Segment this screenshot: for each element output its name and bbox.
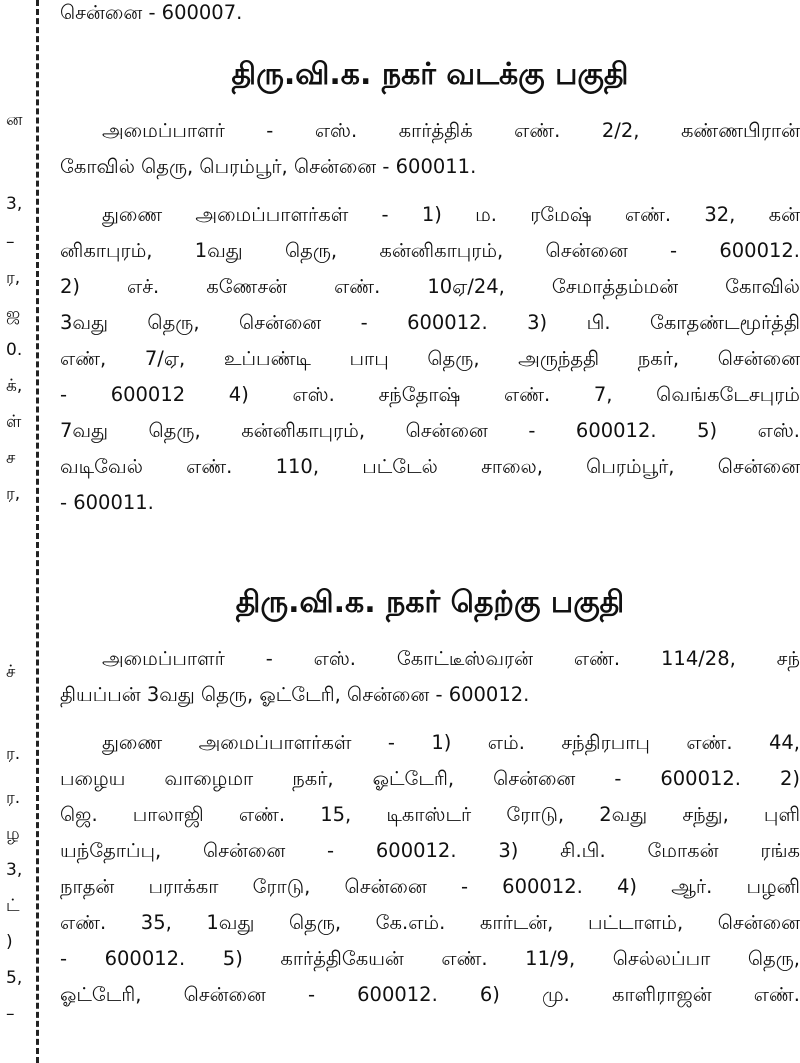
fragment-text: ள்	[6, 412, 22, 432]
fragment-text: ர,	[6, 268, 21, 288]
fragment-text: –	[6, 1004, 15, 1024]
paragraph-line: நாதன் பராக்கா ரோடு, சென்னை - 600012. 4) ஆர். பழனி	[60, 875, 800, 898]
fragment-text: ட்	[6, 896, 20, 916]
paragraph-line: தியப்பன் 3வது தெரு, ஓட்டேரி, சென்னை - 600012.	[60, 683, 530, 706]
paragraph-line: ஜெ. பாலாஜி எண். 15, டிகாஸ்டர் ரோடு, 2வது சந்து, புளி	[60, 803, 800, 826]
paragraph-line: அமைப்பாளர் - எஸ். கோட்டீஸ்வரன் எண். 114/28, சந்	[102, 647, 800, 670]
paragraph-line: கோவில் தெரு, பெரம்பூர், சென்னை - 600011.	[60, 155, 477, 178]
fragment-text: ஜ	[6, 304, 21, 324]
paragraph-line: - 600012 4) எஸ். சந்தோஷ் எண். 7, வெங்கடேசபுரம்	[60, 383, 800, 406]
fragment-text: )	[6, 932, 13, 952]
left-column-fragment	[0, 0, 34, 1063]
paragraph-line: யந்தோப்பு, சென்னை - 600012. 3) சி.பி. மோகன் ரங்க	[60, 839, 800, 862]
paragraph-line: 2) எச். கணேசன் எண். 10ஏ/24, சேமாத்தம்மன் கோவில்	[60, 275, 800, 298]
section-heading-south: திரு.வி.க. நகர் தெற்கு பகுதி	[235, 585, 625, 620]
paragraph-line: பழைய வாழைமா நகர், ஓட்டேரி, சென்னை - 600012. 2)	[60, 767, 800, 790]
fragment-text: ர.	[6, 744, 21, 764]
paragraph-line: அமைப்பாளர் - எஸ். கார்த்திக் எண். 2/2, கண்ணபிரான்	[102, 119, 800, 142]
fragment-text: ச	[6, 448, 16, 468]
fragment-text: ர.	[6, 788, 21, 808]
paragraph-line: வடிவேல் எண். 110, பட்டேல் சாலை, பெரம்பூர், சென்னை	[60, 455, 800, 478]
article-column	[60, 0, 800, 1063]
fragment-text: 3,	[6, 194, 23, 214]
fragment-text: ழ	[6, 824, 20, 844]
paragraph-line: துணை அமைப்பாளர்கள் - 1) எம். சந்திரபாபு எண். 44,	[102, 731, 800, 754]
fragment-text: 3,	[6, 860, 23, 880]
fragment-text: ர,	[6, 484, 21, 504]
fragment-text: ச்	[6, 662, 16, 682]
paragraph-line: 3வது தெரு, சென்னை - 600012. 3) பி. கோதண்டமூர்த்தி	[60, 311, 800, 334]
paragraph-line: 7வது தெரு, கன்னிகாபுரம், சென்னை - 600012. 5) எஸ்.	[60, 419, 800, 442]
section-heading-north: திரு.வி.க. நகர் வடக்கு பகுதி	[231, 57, 629, 92]
paragraph-line: துணை அமைப்பாளர்கள் - 1) ம. ரமேஷ் எண். 32, கன்	[102, 203, 800, 226]
fragment-text: 5,	[6, 968, 23, 988]
column-divider	[36, 0, 39, 1063]
paragraph-line: - 600012. 5) கார்த்திகேயன் எண். 11/9, செல்லப்பா தெரு,	[60, 947, 800, 970]
paragraph-line: எண். 35, 1வது தெரு, கே.எம். கார்டன், பட்டாளம், சென்னை	[60, 911, 800, 934]
paragraph-line: ஓட்டேரி, சென்னை - 600012. 6) மு. காளிராஜன் எண்.	[60, 983, 800, 1006]
fragment-text: க்,	[6, 376, 23, 396]
paragraph-line: னிகாபுரம், 1வது தெரு, கன்னிகாபுரம், சென்னை - 600012.	[60, 239, 800, 262]
fragment-text: –	[6, 232, 15, 252]
paragraph-line: - 600011.	[60, 491, 154, 514]
top-line: சென்னை - 600007.	[60, 1, 243, 24]
fragment-text: 0.	[6, 340, 23, 360]
paragraph-line: எண், 7/ஏ, உப்பண்டி பாபு தெரு, அருந்ததி நகர், சென்னை	[60, 347, 800, 370]
fragment-text: ன	[6, 110, 23, 130]
